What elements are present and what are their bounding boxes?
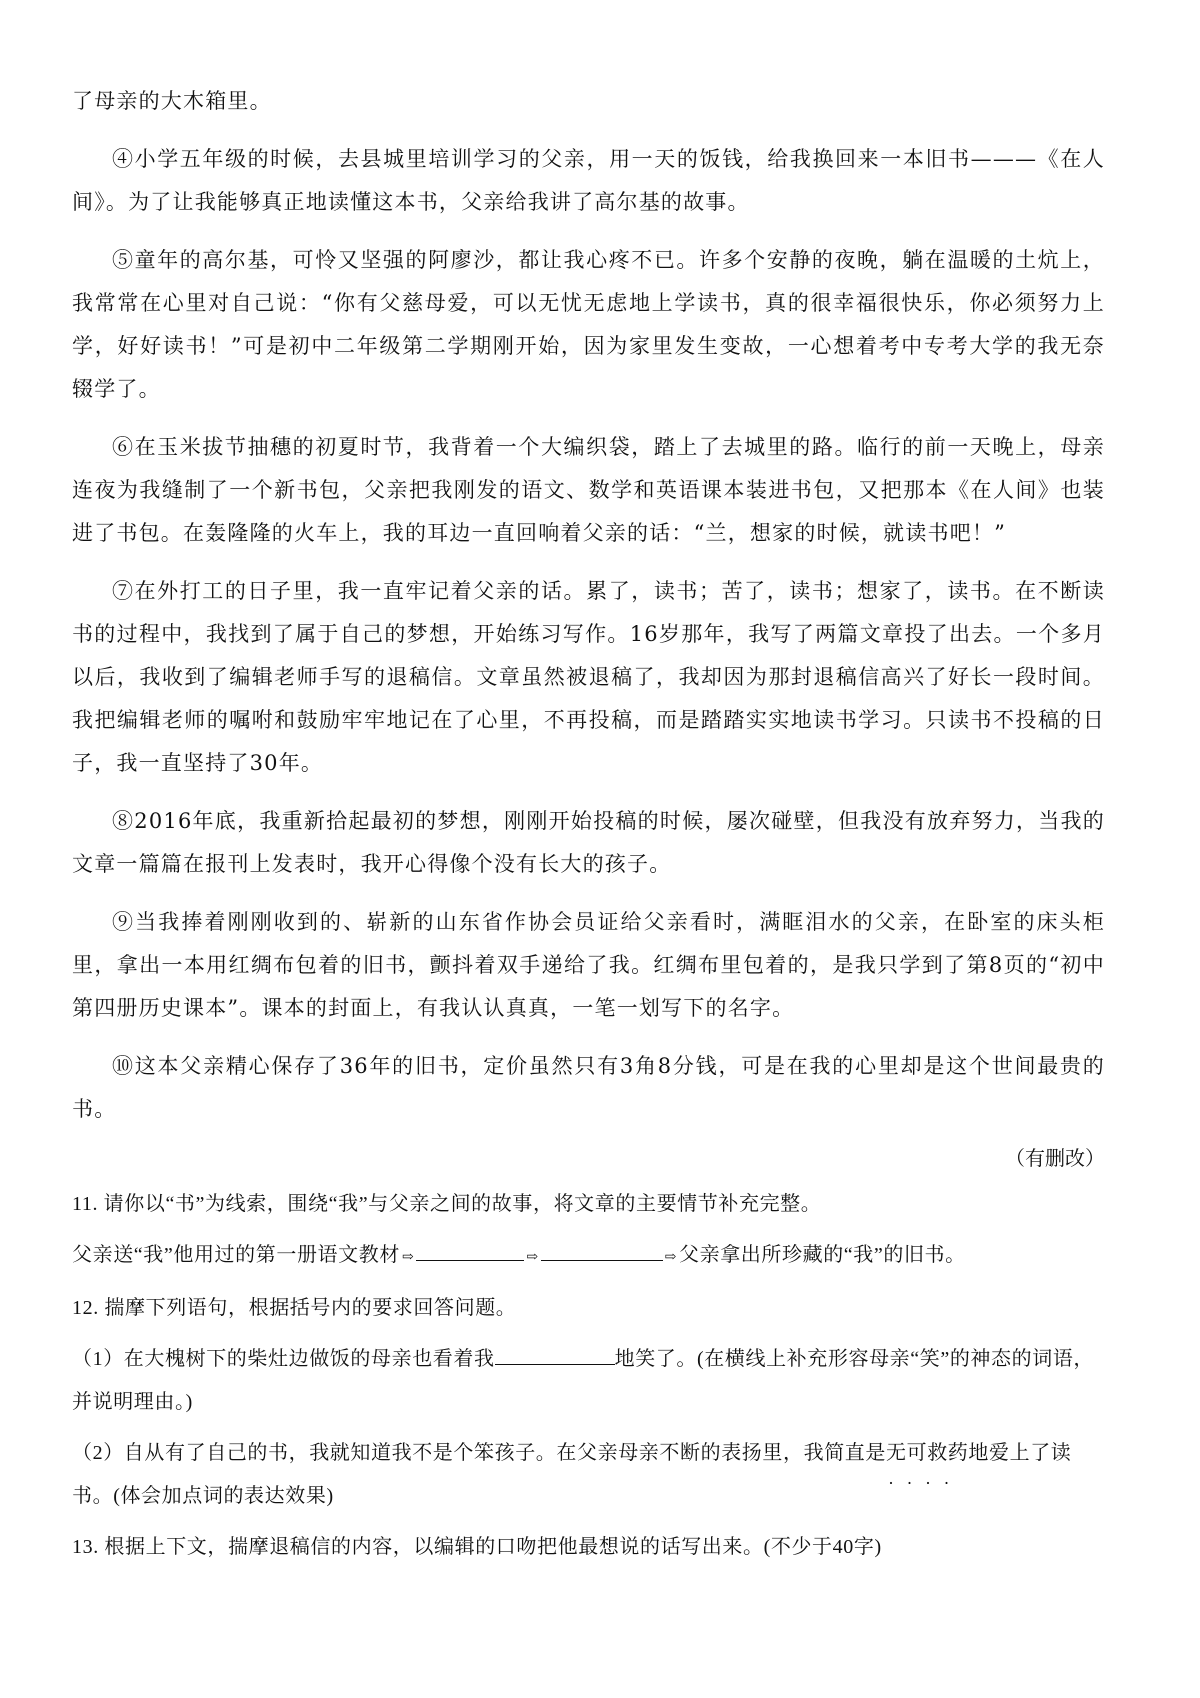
q12-2-text-b: 地爱上了读书。(体会加点词的表达效果) [72, 1442, 1072, 1507]
arrow-icon: ⇨ [664, 1250, 677, 1265]
question-11-plot-line [72, 1234, 1105, 1279]
paragraph-5: ⑤童年的高尔基，可怜又坚强的阿廖沙，都让我心疼不已。许多个安静的夜晚，躺在温暖的土炕上，我常常在心里对自己说：“你有父慈母爱，可以无忧无虑地上学读书，真的很幸福很快乐，你必须努力上学，好好读书！”可是初中二年级第二学期刚开始，因为家里发生变故，一心想着考中专考大学的我无奈辍学了。 [72, 248, 1105, 401]
paragraph-continuation: 了母亲的大木箱里。 [72, 89, 272, 113]
questions-section [72, 1183, 1105, 1569]
dotted-word: 无可救药 · · · · [886, 1432, 968, 1475]
arrow-icon: ⇨ [526, 1250, 539, 1265]
paragraph-4: ④小学五年级的时候，去县城里培训学习的父亲，用一天的饭钱，给我换回来一本旧书———《在人间》。为了让我能够真正地读懂这本书，父亲给我讲了高尔基的故事。 [72, 147, 1105, 214]
q12-2-text-a: （2）自从有了自己的书，我就知道我不是个笨孩子。在父亲母亲不断的表扬里，我简直是 [72, 1442, 886, 1464]
q12-1-text-b: 地笑了。(在横线上补充形容母亲“笑”的神态的词语，并说明理由。) [72, 1348, 1095, 1413]
paragraph-8: ⑧2016年底，我重新拾起最初的梦想，刚刚开始投稿的时候，屡次碰壁，但我没有放弃努力，当我的文章一篇篇在报刊上发表时，我开心得像个没有长大的孩子。 [72, 809, 1105, 876]
plot-end: 父亲拿出所珍藏的“我”的旧书。 [679, 1244, 966, 1266]
answer-blank-1[interactable] [416, 1242, 524, 1261]
question-11: 11. 请你以“书”为线索，围绕“我”与父亲之间的故事，将文章的主要情节补充完整。 [72, 1193, 822, 1215]
arrow-icon: ⇨ [401, 1250, 415, 1265]
reading-passage [72, 80, 1105, 1171]
paragraph-9: ⑨当我捧着刚刚收到的、崭新的山东省作协会员证给父亲看时，满眶泪水的父亲，在卧室的床头柜里，拿出一本用红绸布包着的旧书，颤抖着双手递给了我。红绸布里包着的，是我只学到了第8页的“初中第四册历史课本”。课本的封面上，有我认认真真，一笔一划写下的名字。 [72, 910, 1105, 1020]
answer-blank-2[interactable] [541, 1242, 663, 1261]
paragraph-7: ⑦在外打工的日子里，我一直牢记着父亲的话。累了，读书；苦了，读书；想家了，读书。在不断读书的过程中，我找到了属于自己的梦想，开始练习写作。16岁那年，我写了两篇文章投了出去。一个多月以后，我收到了编辑老师手写的退稿信。文章虽然被退稿了，我却因为那封退稿信高兴了好长一段时间。我把编辑老师的嘱咐和鼓励牢牢地记在了心里，不再投稿，而是踏踏实实地读书学习。只读书不投稿的日子，我一直坚持了30年。 [72, 579, 1105, 775]
question-13: 13. 根据上下文，揣摩退稿信的内容，以编辑的口吻把他最想说的话写出来。(不少于40字) [72, 1536, 882, 1558]
plot-start: 父亲送“我”他用过的第一册语文教材 [72, 1244, 400, 1266]
question-12: 12. 揣摩下列语句，根据括号内的要求回答问题。 [72, 1297, 517, 1319]
question-12-2 [72, 1432, 1105, 1518]
edit-note: （有删改） [1005, 1146, 1105, 1170]
paragraph-6: ⑥在玉米拔节抽穗的初夏时节，我背着一个大编织袋，踏上了去城里的路。临行的前一天晚上，母亲连夜为我缝制了一个新书包，父亲把我刚发的语文、数学和英语课本装进书包，又把那本《在人间》也装进了书包。在轰隆隆的火车上，我的耳边一直回响着父亲的话：“兰，想家的时候，就读书吧！” [72, 435, 1105, 545]
q12-1-text-a: （1）在大槐树下的柴灶边做饭的母亲也看着我 [72, 1348, 495, 1370]
question-12-1 [72, 1338, 1105, 1424]
answer-blank-3[interactable] [495, 1346, 615, 1365]
paragraph-10: ⑩这本父亲精心保存了36年的旧书，定价虽然只有3角8分钱，可是在我的心里却是这个世间最贵的书。 [72, 1054, 1105, 1121]
